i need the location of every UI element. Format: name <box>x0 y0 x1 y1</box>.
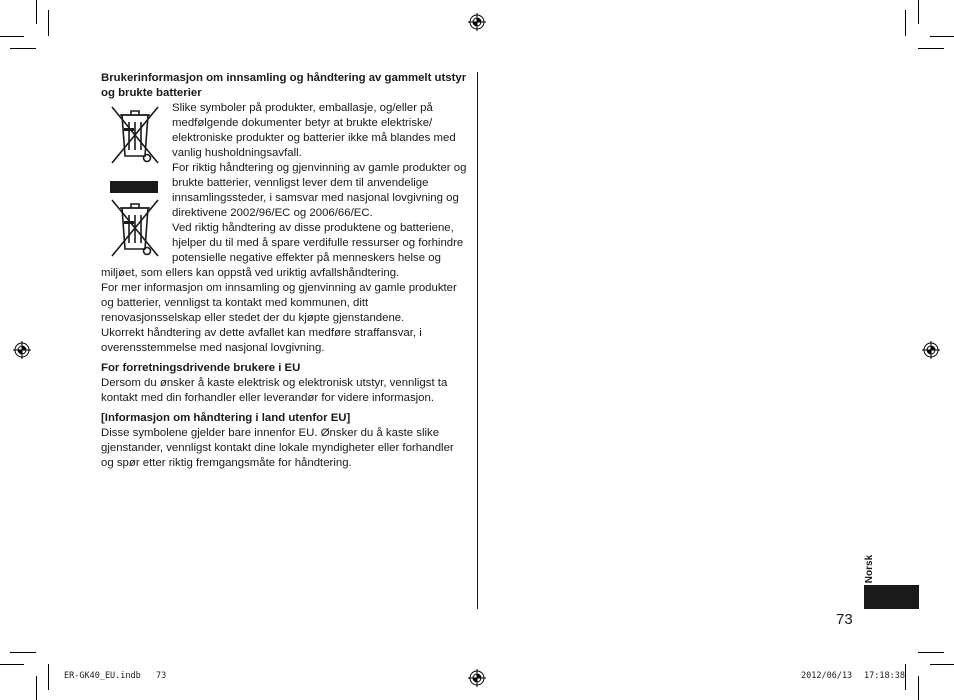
slug-page: 73 <box>156 671 167 681</box>
body-paragraph: Ukorrekt håndtering av dette avfallet kan medføre straffansvar, i overensstemmelse med nasjonal lovgivning. <box>101 327 422 354</box>
crop-mark <box>905 10 906 36</box>
slug-time: 17:18:38 <box>864 671 905 681</box>
battery-bar-icon <box>110 181 158 193</box>
crop-mark <box>0 664 24 665</box>
registration-mark-icon <box>468 13 486 31</box>
crop-mark <box>36 676 37 700</box>
crossed-out-wheelie-bin-icon <box>107 197 163 259</box>
weee-symbols <box>101 101 167 261</box>
body-paragraph: Disse symbolene gjelder bare innenfor EU. Ønsker du å kaste slike gjenstander, vennligst kontakt dine lokale myndigheter eller forhandler og spør etter riktig fremgangsmåte for håndtering. <box>101 427 454 469</box>
crop-mark <box>918 652 944 653</box>
crop-mark <box>48 664 49 690</box>
language-tab <box>864 585 919 609</box>
body-paragraph: Dersom du ønsker å kaste elektrisk og elektronisk utstyr, vennligst ta kontakt med din forhandler eller leverandør for videre informasjon. <box>101 377 448 404</box>
content-column <box>101 71 469 471</box>
body-paragraph: Ved riktig håndtering av disse produktene og batteriene, hjelper du til med å spare verdifulle ressurser og forhindre potensielle negative effekter på menneskers helse og miljøet, som ellers kan oppstå ved uriktig avfallshåndtering. <box>101 222 464 279</box>
crop-mark <box>36 0 37 24</box>
crop-mark <box>0 36 24 37</box>
slug-date: 2012/06/13 <box>801 671 853 681</box>
crop-mark <box>930 36 954 37</box>
crop-mark <box>905 664 906 690</box>
crop-mark <box>918 676 919 700</box>
crop-mark <box>930 664 954 665</box>
registration-mark-icon <box>922 341 940 359</box>
crop-mark <box>10 652 36 653</box>
body-paragraph: Slike symboler på produkter, emballasje, og/eller på medfølgende dokumenter betyr at brukte elektriske/ elektroniske produkter og batterier ikke må blandes med vanlig husholdningsavfall. <box>172 102 456 159</box>
language-tab-label: Norsk <box>864 554 875 584</box>
section-heading: [Informasjon om håndtering i land utenfor EU] <box>101 412 351 424</box>
slug-file: ER-GK40_EU.indb <box>64 671 141 681</box>
body-paragraph: For riktig håndtering og gjenvinning av gamle produkter og brukte batterier, vennligst lever dem til anvendelige innsamlingssteder, i samsvar med nasjonal lovgivning og direktivene 2002/96/EC og 2006/66/EC. <box>172 162 467 219</box>
crossed-out-wheelie-bin-icon <box>107 104 163 166</box>
crop-mark <box>10 48 36 49</box>
registration-mark-icon <box>13 341 31 359</box>
column-divider <box>477 72 478 609</box>
crop-mark <box>918 0 919 24</box>
body-paragraph: For mer informasjon om innsamling og gjenvinning av gamle produkter og batterier, vennligst ta kontakt med kommunen, ditt renovasjonsselskap eller stedet der du kjøpte gjenstandene. <box>101 282 457 324</box>
crop-mark <box>48 10 49 36</box>
section-heading: For forretningsdrivende brukere i EU <box>101 362 301 374</box>
registration-mark-icon <box>468 669 486 687</box>
section-heading: Brukerinformasjon om innsamling og håndtering av gammelt utstyr og brukte batterier <box>101 72 467 99</box>
crop-mark <box>918 48 944 49</box>
page-number: 73 <box>836 611 853 628</box>
